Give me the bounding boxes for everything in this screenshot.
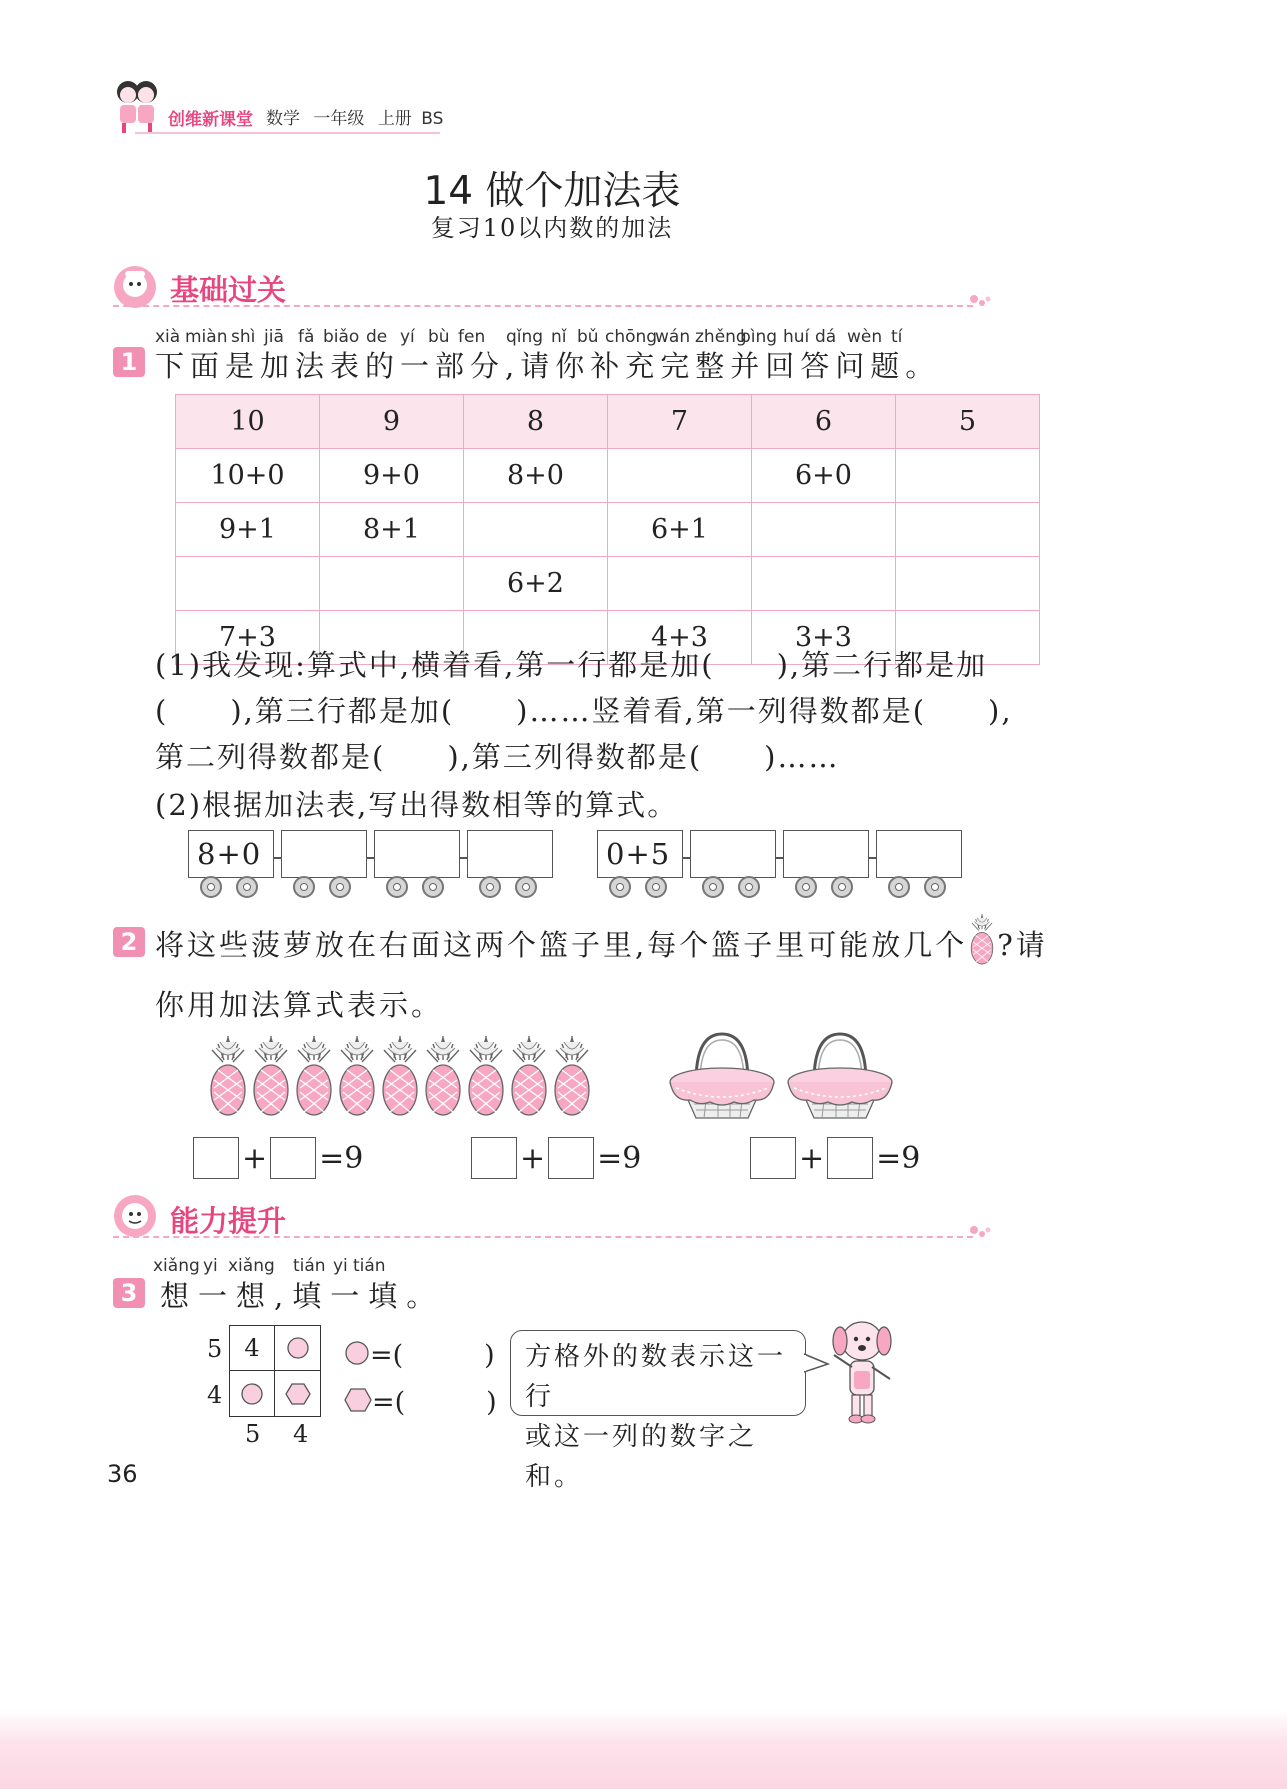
wheel-icon [702,876,724,898]
wheel-icon [888,876,910,898]
pinyin-syllable: yi [203,1256,218,1276]
train-coupler [683,857,690,859]
wheel-icon [329,876,351,898]
pinyin-syllable: de [366,327,388,347]
header-brand: 创维新课堂 [168,110,253,130]
table-header-cell: 5 [896,395,1040,449]
train-coupler [274,857,281,859]
section2-divider [113,1236,973,1238]
wheel-icon [386,876,408,898]
pineapple-icon [337,1036,377,1122]
wheel-icon [645,876,667,898]
header-volume: 上册 [377,109,412,129]
page-number: 36 [107,1460,138,1488]
pineapple-icon [294,1036,334,1122]
wheel-icon [479,876,501,898]
table-cell-blank[interactable] [320,557,464,611]
q3-cell-1 [230,1326,275,1371]
table-cell: 7+3 [176,611,320,665]
q1-part1-line1: (1)我发现:算式中,横着看,第一行都是加( ),第二行都是加 [155,648,988,682]
pinyin-syllable: xià [155,327,181,347]
pinyin-syllable: miàn [185,327,228,347]
wheel-icon [200,876,222,898]
wheel-icon [515,876,537,898]
table-cell: 4+3 [608,611,752,665]
dog-mascot [826,1315,898,1431]
pinyin-syllable: bìng [740,327,778,347]
q3-answer-2-text: =( ) [372,1387,497,1418]
answer-box[interactable] [193,1137,239,1179]
table-cell-blank[interactable] [896,503,1040,557]
section2-title: 能力提升 [170,1204,287,1238]
q2-number: 2 [113,927,145,957]
pinyin-syllable: zhěng [695,327,747,347]
wheel-icon [422,876,444,898]
train-car: 0+5 [597,830,683,878]
q3-col-sum-2: 4 [293,1420,309,1448]
pinyin-syllable: jiā [264,327,284,347]
table-cell-blank[interactable] [896,557,1040,611]
header-edition: BS [421,109,444,129]
table-cell-blank[interactable] [752,557,896,611]
table-cell: 9+0 [320,449,464,503]
q3-cell-4 [275,1371,320,1416]
q3-row-sum-2: 4 [207,1381,223,1409]
footer-band [0,1710,1287,1789]
train-coupler [460,857,467,859]
table-header-cell: 7 [608,395,752,449]
q2-line1-text: 将这些菠萝放在右面这两个篮子里,每个篮子里可能放几个 [155,928,968,962]
table-cell-blank[interactable] [752,503,896,557]
table-header-cell: 10 [176,395,320,449]
q1-number: 1 [113,347,145,377]
table-header-row [176,395,1040,449]
q3-grid [229,1325,321,1417]
pinyin-syllable: tí [891,327,903,347]
table-cell: 9+1 [176,503,320,557]
q3-text: 想一想,填一填。 [160,1279,445,1313]
q1-part1-line3: 第二列得数都是( ),第三列得数都是( )…… [155,740,840,774]
q3-cell-3 [230,1371,275,1416]
table-header-cell: 9 [320,395,464,449]
pineapple-icon [466,1036,506,1122]
pinyin-syllable: fǎ [298,327,315,347]
header-subject: 数学 [266,109,300,129]
header-grade: 一年级 [313,109,365,129]
pinyin-syllable: fen [458,327,486,347]
wheel-icon [293,876,315,898]
table-cell: 8+1 [320,503,464,557]
wheel-icon [738,876,760,898]
section1-divider [113,305,973,307]
basket-icon [784,1030,896,1126]
header-mascot [112,78,162,136]
q2-equation-1 [193,1137,366,1179]
train-car: 8+0 [188,830,274,878]
answer-box[interactable] [270,1137,316,1179]
hint-bubble [510,1330,806,1492]
table-row [176,449,1040,503]
pinyin-syllable: dá [815,327,837,347]
answer-box[interactable] [471,1137,517,1179]
table-header-cell: 6 [752,395,896,449]
hexagon-icon [344,1388,372,1412]
pinyin-syllable: wèn [847,327,883,347]
header-book-info [266,104,443,129]
wheel-icon [609,876,631,898]
table-header-cell: 8 [464,395,608,449]
pinyin-syllable: bǔ [577,327,599,347]
pineapple-icon [380,1036,420,1122]
pinyin-syllable: biǎo [323,327,360,347]
pinyin-syllable: tián [293,1256,326,1276]
q3-col-sum-1: 5 [245,1420,261,1448]
equation-result: =9 [876,1140,921,1176]
lesson-title: 14 做个加法表 [423,169,681,214]
header-underline [135,132,440,134]
table-cell: 10+0 [176,449,320,503]
wheel-icon [795,876,817,898]
pineapple-icon [552,1036,592,1122]
q3-cell-1-value: 4 [244,1334,260,1362]
q2-line2: 你用加法算式表示。 [155,988,444,1022]
circle-icon [286,1336,310,1360]
hint-line-2: 或这一列的数字之和。 [525,1422,758,1492]
basket-row [666,1030,898,1122]
train-coupler [776,857,783,859]
pinyin-syllable: yi [333,1256,348,1276]
pineapple-icon [208,1036,248,1122]
q3-cell-2 [275,1326,320,1371]
wheel-icon [924,876,946,898]
section1-dots [968,291,992,315]
pineapple-row [208,1036,598,1118]
pinyin-syllable: tián [353,1256,386,1276]
section1-title: 基础过关 [170,273,287,307]
plus-sign: + [242,1140,268,1176]
section2-dots [968,1222,992,1246]
table-cell-blank[interactable] [896,449,1040,503]
answer-box[interactable] [548,1137,594,1179]
table-cell: 6+0 [752,449,896,503]
q1-text: 下面是加法表的一部分,请你补充完整并回答问题。 [155,349,941,383]
equation-result: =9 [597,1140,642,1176]
pinyin-syllable: chōng [605,327,658,347]
pineapple-icon [251,1036,291,1122]
q2-line1-end: ?请 [997,928,1048,962]
train-car-blank[interactable] [281,830,367,878]
q3-number: 3 [113,1278,145,1308]
circle-icon [240,1382,264,1406]
q3-answer-2 [344,1380,497,1419]
pinyin-syllable: shì [231,327,256,347]
table-cell-blank[interactable] [464,503,608,557]
train-car-blank[interactable] [876,830,962,878]
circle-icon [344,1340,370,1366]
wheel-icon [236,876,258,898]
pineapple-inline-icon [968,914,996,966]
equation-result: =9 [319,1140,364,1176]
wheel-icon [831,876,853,898]
q3-answer-1 [344,1333,495,1372]
table-cell-blank[interactable] [608,557,752,611]
train-1 [188,830,548,902]
table-cell: 3+3 [752,611,896,665]
q3-answer-1-text: =( ) [370,1340,495,1371]
train-car-blank[interactable] [690,830,776,878]
table-cell: 6+2 [464,557,608,611]
addition-table [175,394,1040,665]
q1-part2: (2)根据加法表,写出得数相等的算式。 [155,788,679,822]
table-row [176,557,1040,611]
pinyin-syllable: xiǎng [153,1256,200,1276]
train-2 [597,830,957,902]
q2-line1 [155,923,1048,966]
lesson-subtitle: 复习10以内数的加法 [430,214,674,242]
section2-icon [113,1194,161,1242]
pinyin-syllable: bù [428,327,450,347]
pinyin-syllable: xiǎng [228,1256,275,1276]
train-coupler [367,857,374,859]
table-cell-blank[interactable] [608,449,752,503]
table-row [176,503,1040,557]
pineapple-icon [423,1036,463,1122]
answer-box[interactable] [827,1137,873,1179]
train-car-blank[interactable] [467,830,553,878]
q2-equation-2 [471,1137,644,1179]
pinyin-syllable: nǐ [551,327,567,347]
train-coupler [869,857,876,859]
plus-sign: + [799,1140,825,1176]
q2-equation-3 [750,1137,923,1179]
q3-row-sum-1: 5 [207,1335,223,1363]
table-cell: 8+0 [464,449,608,503]
basket-icon [666,1030,778,1126]
pinyin-syllable: huí [783,327,810,347]
hint-line-1: 方格外的数表示这一行 [525,1342,787,1412]
pineapple-icon [509,1036,549,1122]
train-car-blank[interactable] [374,830,460,878]
table-cell: 6+1 [608,503,752,557]
pinyin-syllable: yí [400,327,415,347]
train-car-blank[interactable] [783,830,869,878]
hexagon-icon [285,1383,311,1405]
pinyin-syllable: wán [655,327,691,347]
pinyin-syllable: qǐng [506,327,544,347]
plus-sign: + [520,1140,546,1176]
table-cell-blank[interactable] [176,557,320,611]
answer-box[interactable] [750,1137,796,1179]
q1-part1-line2: ( ),第三行都是加( )……竖着看,第一列得数都是( ), [155,694,1013,728]
